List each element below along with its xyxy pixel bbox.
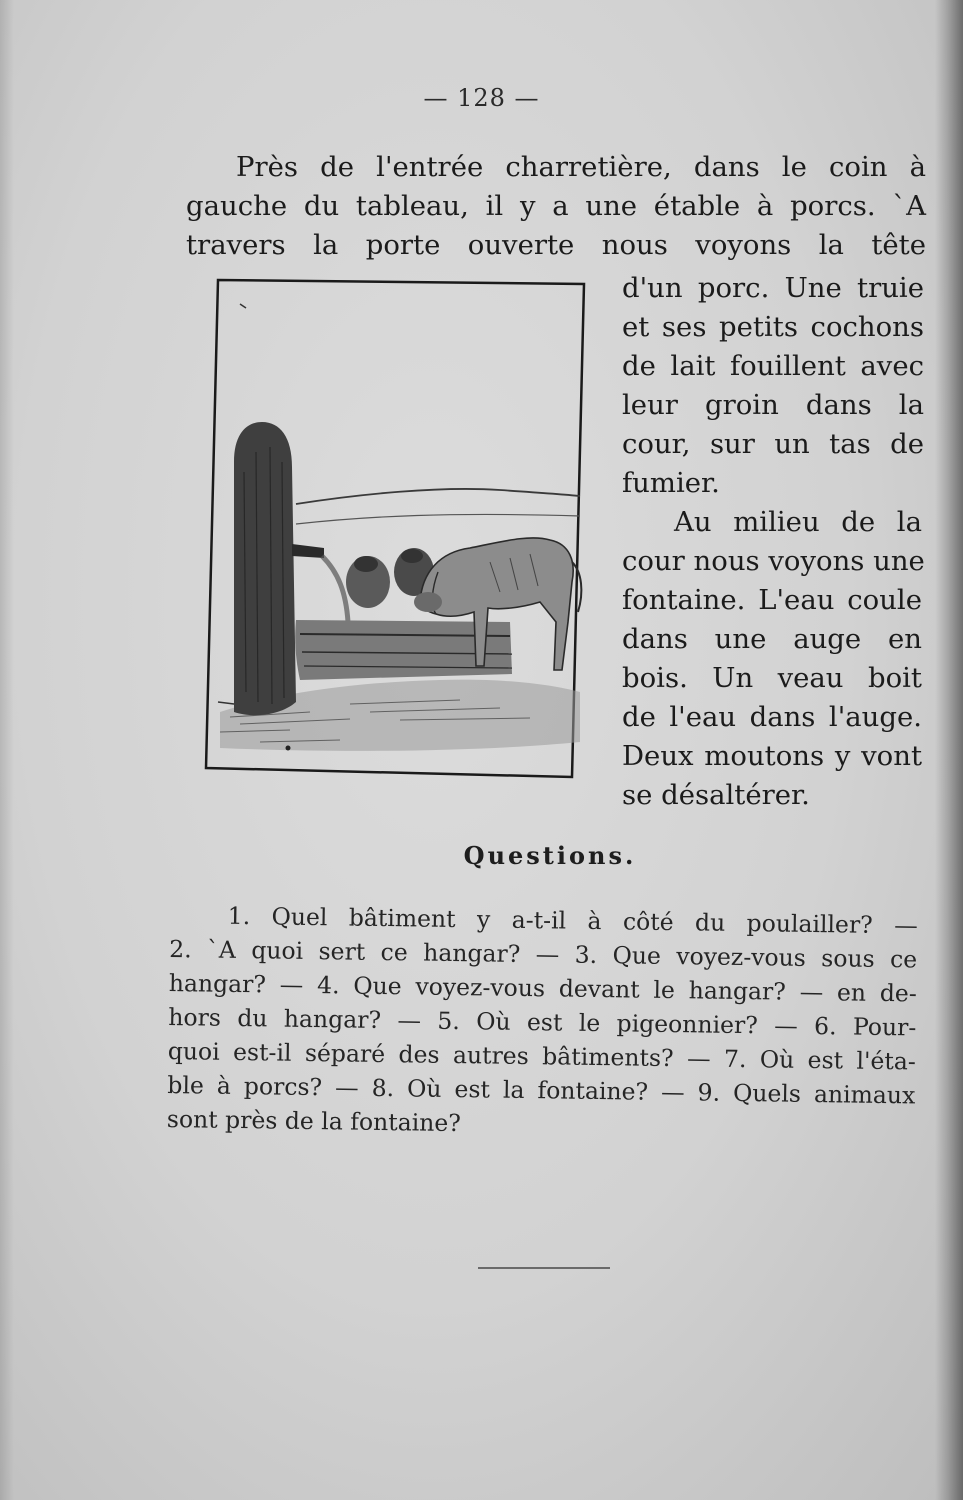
- paragraph-stable-continued: [622, 269, 924, 503]
- fountain-pillar: [234, 422, 296, 715]
- page-number: — 128 —: [423, 84, 540, 112]
- questions-list: [167, 898, 918, 1146]
- hill-line: [296, 514, 580, 524]
- question-line: hangar? — 4. Que voyez-vous devant le hangar? — en de-: [168, 968, 917, 1008]
- text-line: fumier.: [622, 467, 720, 499]
- section-divider: [478, 1267, 610, 1269]
- text-line: se désaltérer.: [622, 779, 810, 811]
- text-line: cour nous voyons une: [622, 545, 925, 577]
- question-line: 1. Quel bâtiment y a-t-il à côté du poulailler? —: [227, 901, 918, 940]
- page-right-shadow: [935, 0, 963, 1500]
- hill-line: [296, 489, 580, 504]
- text-line: de lait fouillent avec: [622, 350, 924, 382]
- text-line: Près de l'entrée charretière, dans le coin à: [236, 151, 926, 183]
- water-stream: [322, 556, 348, 622]
- question-line: ble à porcs? — 8. Où est la fontaine? — 9. Quels animaux: [167, 1070, 916, 1110]
- text-line: cour, sur un tas de: [622, 428, 924, 460]
- questions-heading: Questions.: [463, 841, 637, 870]
- question-line: sont près de la fontaine?: [166, 1104, 462, 1138]
- fountain-illustration: [200, 272, 590, 782]
- page-left-shadow: [0, 0, 14, 1500]
- text-line: de l'eau dans l'auge.: [622, 701, 922, 733]
- text-line: travers la porte ouverte nous voyons la tête: [186, 229, 926, 261]
- question-line: quoi est-il séparé des autres bâtiments? — 7. Où est l'éta-: [167, 1036, 916, 1076]
- text-line: bois. Un veau boit: [622, 662, 922, 694]
- text-line: dans une auge en: [622, 623, 922, 655]
- text-line: Deux moutons y vont: [622, 740, 922, 772]
- text-line: gauche du tableau, il y a une étable à porcs. `A: [186, 190, 926, 222]
- fountain-spout: [292, 544, 324, 558]
- question-line: 2. `A quoi sert ce hangar? — 3. Que voyez-vous sous ce: [169, 934, 918, 974]
- question-line: hors du hangar? — 5. Où est le pigeonnier? — 6. Pour-: [168, 1002, 917, 1042]
- paragraph-fountain: [622, 503, 925, 815]
- text-line: d'un porc. Une truie: [622, 272, 924, 304]
- text-line: fontaine. L'eau coule: [622, 584, 922, 616]
- paragraph-stable: [186, 148, 926, 265]
- text-line: leur groin dans la: [622, 389, 924, 421]
- text-line: et ses petits cochons: [622, 311, 924, 343]
- text-line: Au milieu de la: [674, 506, 922, 538]
